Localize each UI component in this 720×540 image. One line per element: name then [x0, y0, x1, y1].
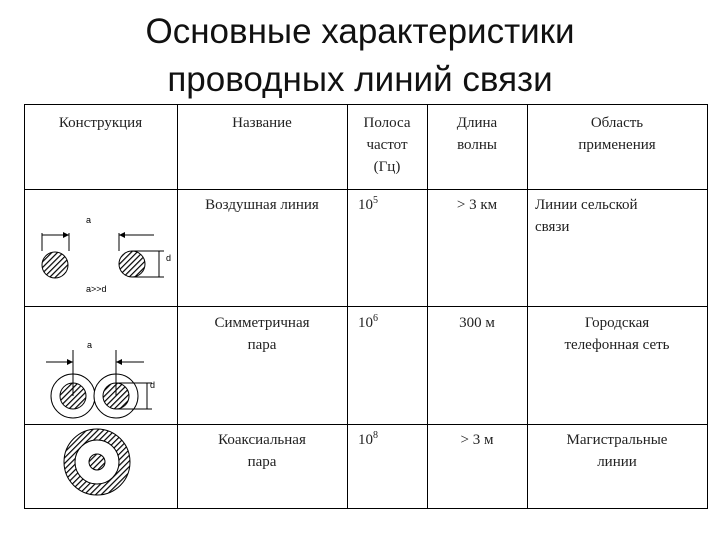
table-border-top	[24, 104, 708, 105]
title-line-1: Основные характеристики	[145, 12, 575, 51]
label-condition: a>>d	[86, 284, 107, 294]
header-wavelength-line2: волны	[457, 137, 497, 153]
table-border-right	[707, 104, 708, 508]
row2-band	[358, 312, 426, 334]
arrow-head	[67, 359, 73, 365]
row1-area	[535, 194, 705, 238]
header-construction-text: Конструкция	[58, 115, 143, 131]
header-wavelength	[427, 112, 527, 156]
row1-wavelength-text: > 3 км	[456, 197, 498, 213]
label-a: a	[87, 340, 93, 350]
title-line-2: проводных линий связи	[167, 60, 553, 99]
row2-name-line1: Симметричная	[214, 315, 310, 331]
row1-band-base: 10	[358, 197, 373, 213]
header-band-line3: (Гц)	[373, 159, 401, 175]
arrow-head	[119, 232, 125, 238]
row1-area-line1: Линии сельской	[535, 197, 638, 213]
header-band-line1: Полоса	[363, 115, 411, 131]
header-name-text: Название	[232, 115, 292, 131]
conductor-left	[42, 252, 68, 278]
row3-area-line2: линии	[597, 454, 637, 470]
row2-name	[177, 312, 347, 356]
row3-band-exp: 8	[373, 430, 378, 441]
row1-band-exp: 5	[373, 195, 378, 206]
symmetric-pair-diagram	[24, 306, 177, 424]
header-construction	[24, 112, 177, 134]
row2-wavelength-text: 300 м	[459, 315, 495, 331]
table-border-bottom	[24, 508, 708, 509]
inner-conductor	[89, 454, 105, 470]
row2-band-base: 10	[358, 315, 373, 331]
row1-name-text: Воздушная линия	[205, 197, 319, 213]
row2-area	[527, 312, 707, 356]
row2-area-line2: телефонная сеть	[564, 337, 670, 353]
coaxial-pair-diagram	[24, 424, 177, 508]
row3-wavelength-text: > 3 м	[460, 432, 494, 448]
header-band	[347, 112, 427, 178]
row2-name-line2: пара	[247, 337, 277, 353]
header-area-line2: применения	[578, 137, 656, 153]
row1-area-line2: связи	[535, 219, 570, 235]
overhead-line-diagram	[24, 189, 177, 306]
label-a: a	[86, 215, 92, 225]
row1-name	[177, 194, 347, 216]
header-area	[527, 112, 707, 156]
row2-band-exp: 6	[373, 313, 378, 324]
arrow-head	[116, 359, 122, 365]
arrow-head	[63, 232, 69, 238]
conductor-right	[119, 251, 145, 277]
row3-area	[527, 429, 707, 473]
row2-wavelength	[427, 312, 527, 334]
header-band-line2: частот	[366, 137, 408, 153]
header-area-line1: Область	[590, 115, 644, 131]
row3-name	[177, 429, 347, 473]
label-d: d	[166, 253, 172, 263]
row1-wavelength	[427, 194, 527, 216]
row1-band	[358, 194, 426, 216]
row3-name-line2: пара	[247, 454, 277, 470]
label-d: d	[150, 380, 156, 390]
header-wavelength-line1: Длина	[456, 115, 498, 131]
row2-area-line1: Городская	[584, 315, 650, 331]
row3-band-base: 10	[358, 432, 373, 448]
header-name	[177, 112, 347, 134]
row3-area-line1: Магистральные	[566, 432, 668, 448]
row3-band	[358, 429, 426, 451]
row3-name-line1: Коаксиальная	[218, 432, 306, 448]
row3-wavelength	[427, 429, 527, 451]
